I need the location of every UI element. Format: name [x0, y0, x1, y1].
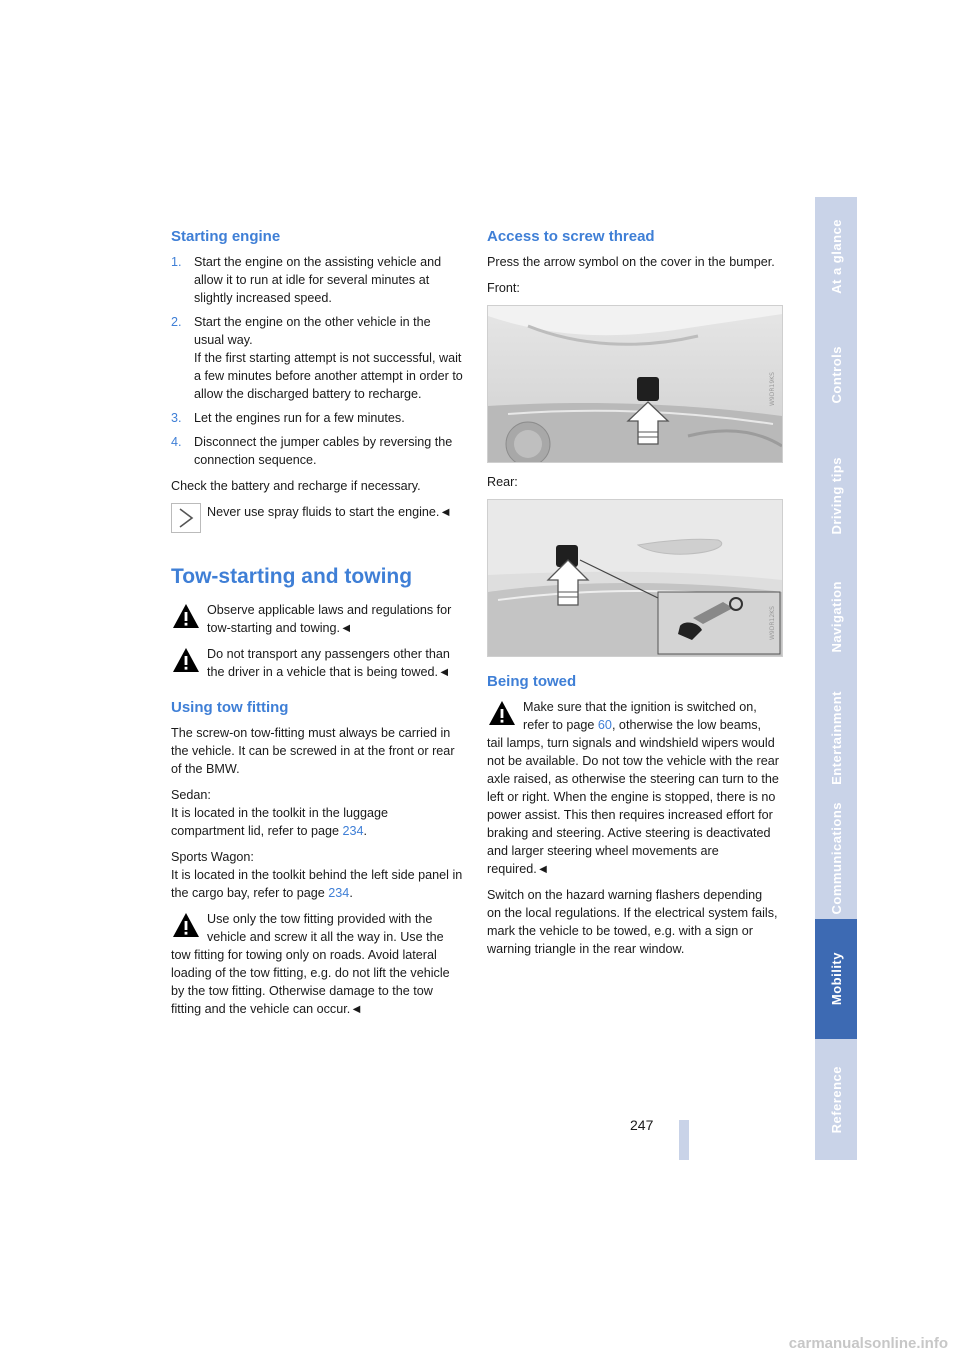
warning-passengers-text: Do not transport any passengers other than the driver in a vehicle that is being towed.◄	[207, 647, 451, 679]
wagon-paragraph: Sports Wagon: It is located in the toolkit behind the left side panel in the cargo bay, refer to page 234.	[171, 850, 463, 900]
step-number: 4.	[171, 435, 182, 449]
hazard-text: Switch on the hazard warning flashers depending on the local regulations. If the electrical system fails, mark the vehicle to be towed, e.g. with a sign or warning triangle in the rear window.	[487, 888, 778, 956]
step-item	[171, 433, 463, 469]
sedan-paragraph: Sedan: It is located in the toolkit in the luggage compartment lid, refer to page 234.	[171, 788, 389, 838]
tow-fitting-heading: Using tow fitting	[171, 699, 289, 716]
warning-ignition	[487, 698, 779, 878]
step-text: Disconnect the jumper cables by reversing the connection sequence.	[194, 435, 453, 467]
step-extra-text: If the first starting attempt is not successful, wait a few minutes before another attempt in order to allow the discharged battery to recharge.	[194, 351, 463, 401]
tab-mobility[interactable]	[815, 919, 857, 1041]
step-text: Let the engines run for a few minutes.	[194, 411, 405, 425]
tab-label: Entertainment	[828, 690, 844, 785]
rear-bumper-photo	[487, 499, 783, 657]
right-column	[487, 228, 779, 966]
starting-engine-heading: Starting engine	[171, 228, 281, 245]
sedan-label: Sedan:	[171, 788, 211, 802]
step-number: 3.	[171, 411, 182, 425]
page-link-wagon[interactable]: 234	[328, 886, 350, 900]
warning-laws-text: Observe applicable laws and regulations for tow-starting and towing.◄	[207, 603, 452, 635]
step-item	[171, 253, 463, 307]
left-column	[171, 228, 463, 1026]
rear-label: Rear:	[487, 475, 518, 489]
tab-communications[interactable]	[815, 798, 857, 921]
tab-label: Driving tips	[828, 456, 844, 535]
tab-reference[interactable]	[815, 1039, 857, 1162]
watermark-text: carmanualsonline.info	[788, 1335, 948, 1352]
tab-label: At a glance	[828, 218, 844, 294]
warning-triangle-icon	[487, 698, 517, 728]
wagon-text: It is located in the toolkit behind the left side panel in the cargo bay, refer to page	[171, 868, 463, 900]
tab-driving-tips[interactable]	[815, 435, 857, 558]
step-number: 1.	[171, 255, 182, 269]
warning-ignition-text-b: , otherwise the low beams, tail lamps, turn signals and windshield wipers would not be available. Do not tow the vehicle with the rear axle raised, as otherwise the steering can turn to the left or right. When the engine is stopped, there is no power assist. This then requires increased effort for braking and steering. Active steering is deactivated and larger steering wheel movements are required.◄	[487, 718, 779, 876]
screw-thread-heading: Access to screw thread	[487, 228, 655, 245]
warning-triangle-icon	[171, 601, 201, 631]
front-bumper-photo	[487, 305, 783, 463]
chapter-sidebar	[815, 197, 857, 1160]
arrow-note-icon	[171, 503, 201, 533]
wagon-label: Sports Wagon:	[171, 850, 254, 864]
tow-fitting-text: The screw-on tow-fitting must always be carried in the vehicle. It can be screwed in at the front or rear of the BMW.	[171, 726, 455, 776]
page-number: 247	[630, 1117, 654, 1133]
page-number-bar	[679, 1120, 689, 1160]
tab-label: Navigation	[828, 580, 844, 653]
tab-at-a-glance[interactable]	[815, 197, 857, 317]
page-link-sedan[interactable]: 234	[342, 824, 364, 838]
warning-tow-fitting-text: Use only the tow fitting provided with the vehicle and screw it all the way in. Use the tow fitting for towing only on roads. Avoid lateral loading of the tow fitting, e.g. do not lift the vehicle by the tow fitting. Otherwise damage to the tow fitting and the vehicle can occur.◄	[171, 912, 450, 1016]
page-link-ignition[interactable]: 60	[597, 718, 612, 732]
front-label: Front:	[487, 281, 520, 295]
warning-passengers	[171, 645, 463, 681]
sedan-text: It is located in the toolkit in the luggage compartment lid, refer to page	[171, 806, 389, 838]
step-number: 2.	[171, 315, 182, 329]
tab-entertainment[interactable]	[815, 677, 857, 800]
tab-label: Mobility	[828, 952, 844, 1006]
svg-text:W9DR19KS: W9DR19KS	[769, 372, 776, 406]
tab-navigation[interactable]	[815, 556, 857, 679]
warning-laws	[171, 601, 463, 637]
step-text: Start the engine on the other vehicle in the usual way.	[194, 315, 431, 347]
svg-text:W9DR12KS: W9DR12KS	[769, 606, 776, 640]
step-text: Start the engine on the assisting vehicle and allow it to run at idle for several minutes at slightly increased speed.	[194, 255, 442, 305]
tab-label: Communications	[828, 802, 844, 915]
spray-note-text: Never use spray fluids to start the engine.◄	[207, 505, 452, 519]
tab-label: Reference	[828, 1065, 844, 1134]
warning-triangle-icon	[171, 645, 201, 675]
warning-tow-fitting	[171, 910, 463, 1018]
spray-note	[171, 503, 463, 539]
step-item	[171, 409, 463, 427]
warning-ignition-text-a: Make sure that the ignition is switched on, refer to page	[523, 700, 757, 732]
check-battery-text: Check the battery and recharge if necessary.	[171, 479, 421, 493]
warning-triangle-icon	[171, 910, 201, 940]
being-towed-heading: Being towed	[487, 673, 577, 690]
tab-controls[interactable]	[815, 315, 857, 437]
tab-label: Controls	[828, 346, 844, 404]
step-item	[171, 313, 463, 403]
starting-steps	[171, 253, 463, 469]
screw-thread-text: Press the arrow symbol on the cover in the bumper.	[487, 255, 775, 269]
tow-starting-heading: Tow-starting and towing	[171, 565, 413, 588]
